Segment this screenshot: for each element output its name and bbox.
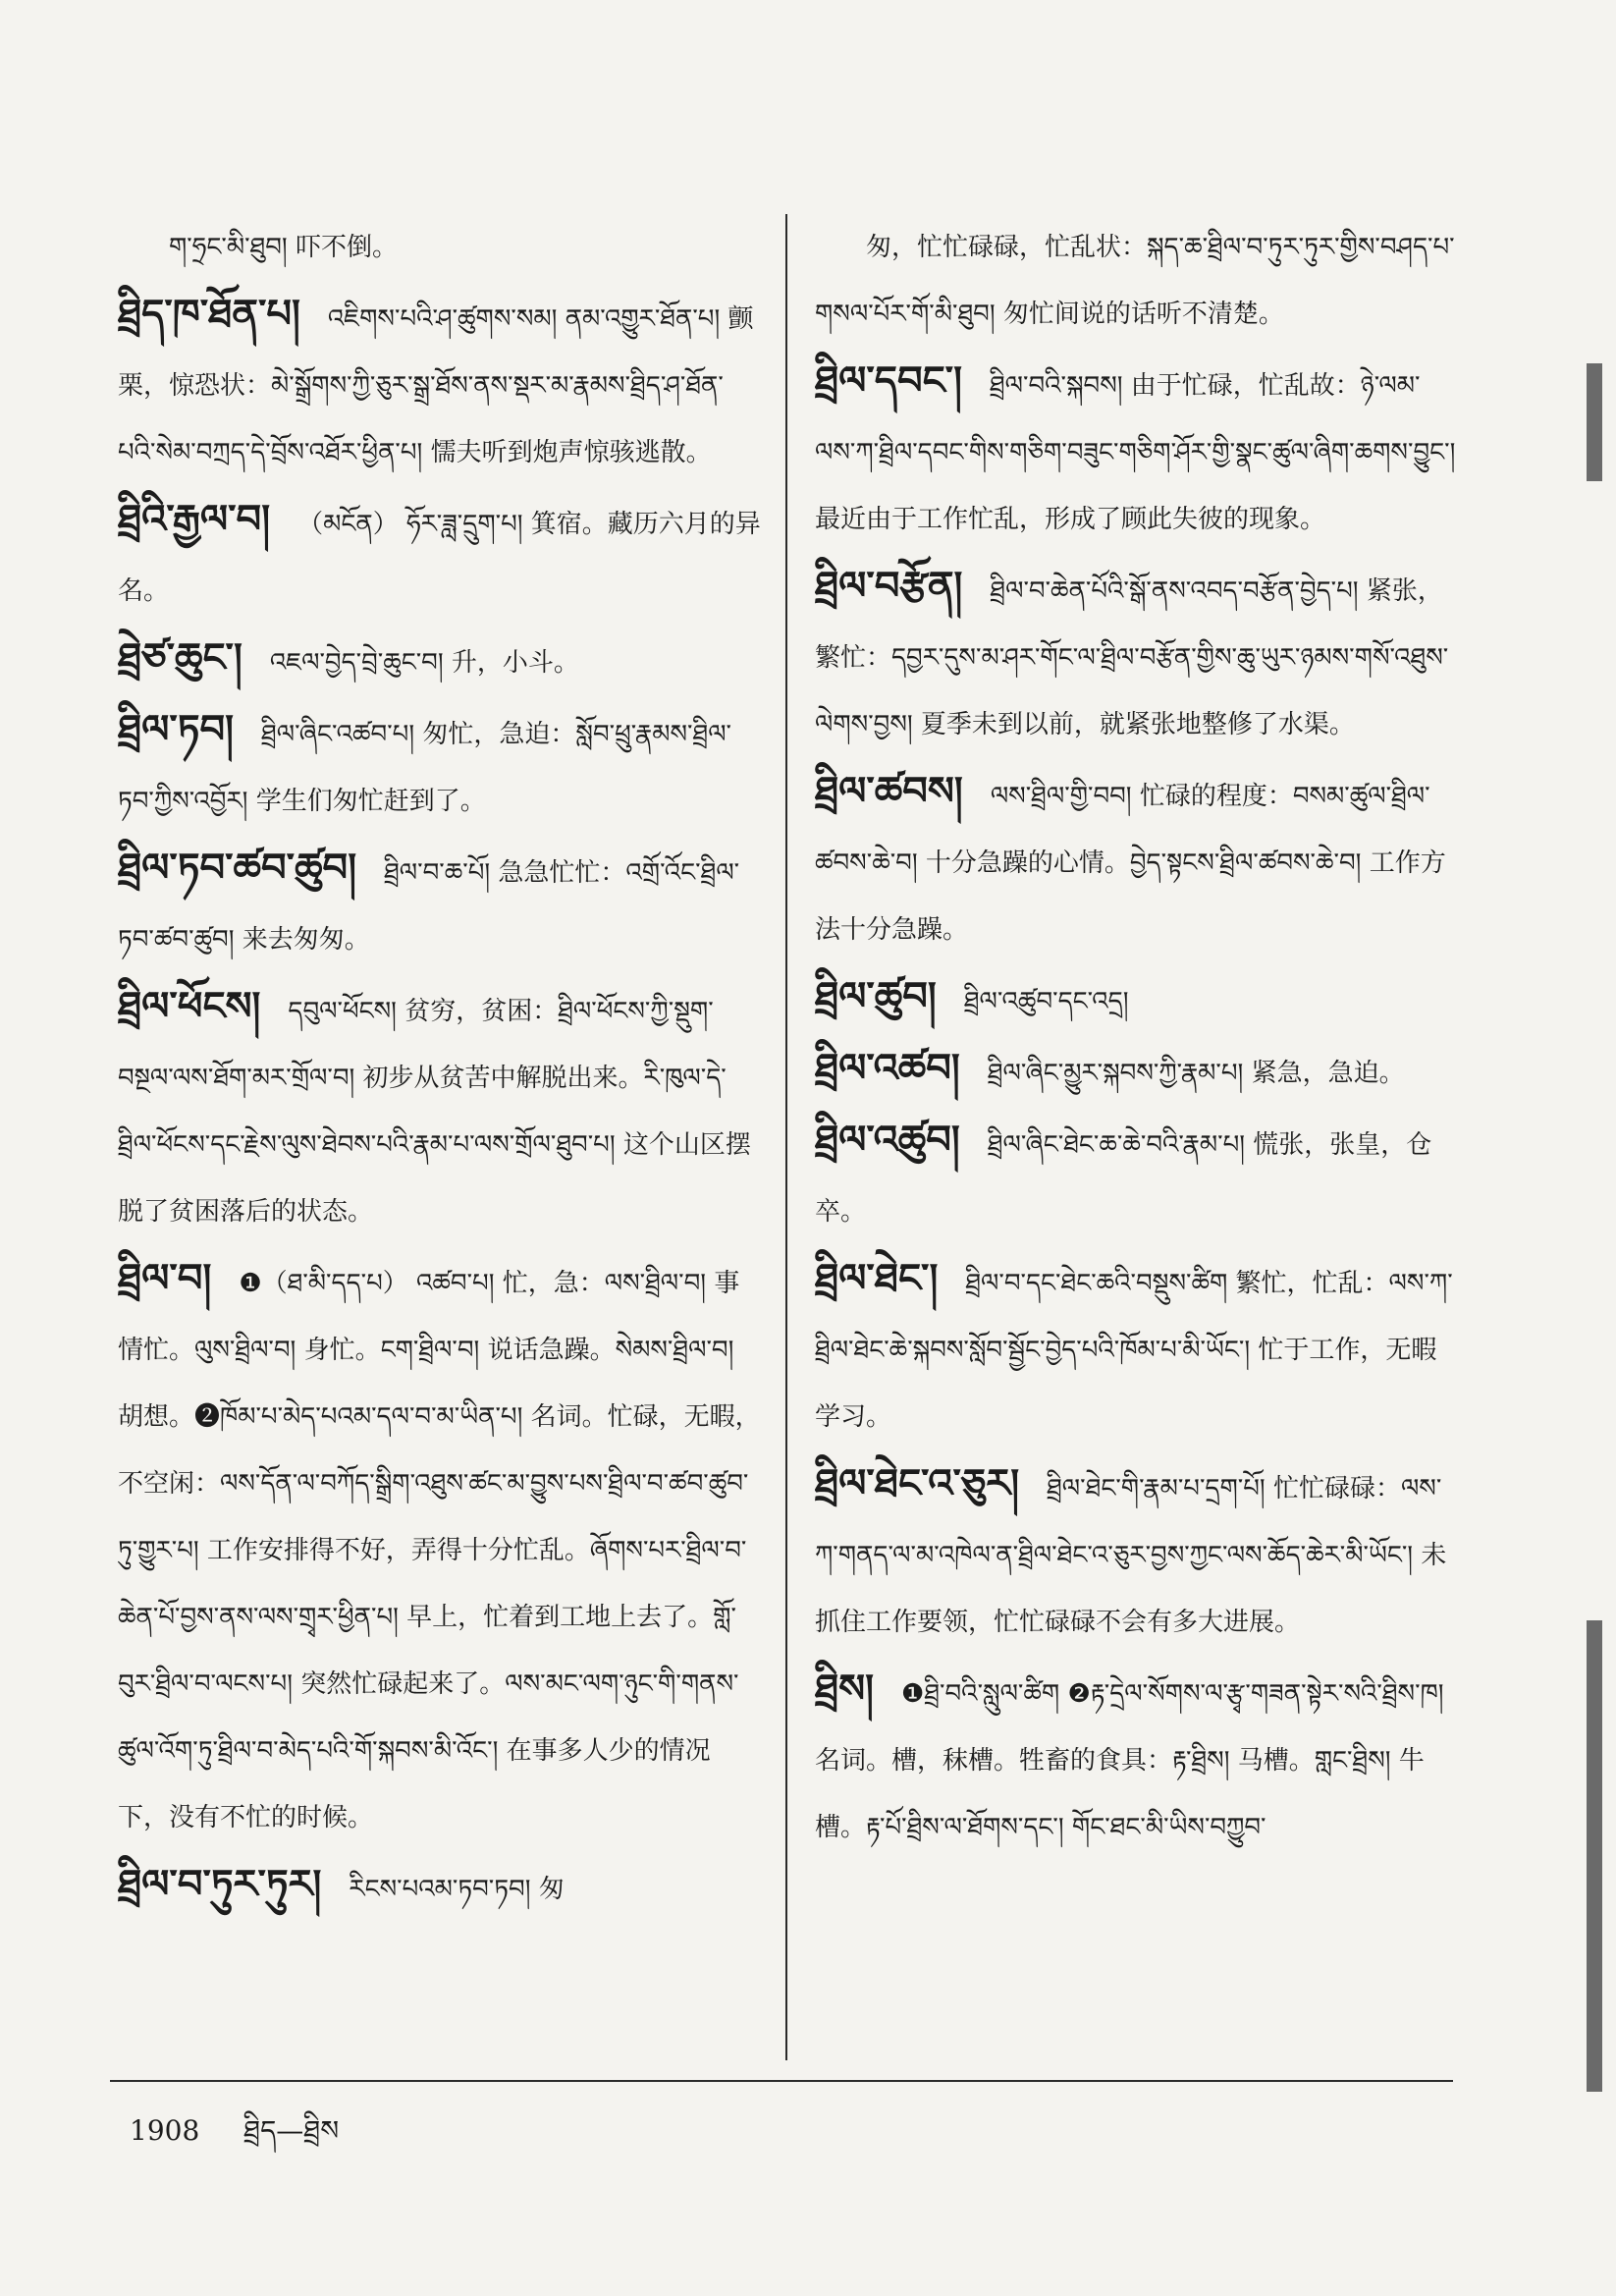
entry-definition: ཐྲིལ་ཞིང་འཚབ་པ། 匆忙，急迫：སློབ་ཕྲུ་རྣམས་ཐྲིལ་ཏབ་ཀྱིས་འབྱོར། 学生们匆忙赶到了。	[118, 720, 732, 816]
entry-headword: ཐྲིལ་ཏབ།	[118, 707, 235, 752]
entry-headword: ཐྲིལ་ཏབ་ཚབ་ཚུབ།	[118, 846, 357, 891]
dictionary-entry	[118, 696, 761, 835]
dictionary-entry	[118, 281, 761, 486]
dictionary-entry	[118, 1851, 761, 1923]
column-divider	[785, 214, 787, 2060]
entry-definition: ཐྲིལ་བ་དང་ཐེང་ཆའི་བསྡུས་ཚིག 繁忙，忙乱：ལས་ཀ་ཐྲིལ་ཐེང་ཆེ་སྐབས་སློབ་སྦྱོང་བྱེད་པའི་ཁོམ་པ་མི་ཡོང་། 忙于工作，无暇学习。	[815, 1269, 1453, 1432]
page-number: 1908	[130, 2114, 200, 2147]
entry-headword: ཐྲིལ་བ།	[118, 1256, 212, 1301]
dictionary-entry	[815, 1245, 1458, 1450]
entry-definition: ཐྲིལ་ཞིང་ཐེང་ཆ་ཆེ་བའི་རྣམ་པ། 慌张，张皇，仓卒。	[815, 1130, 1432, 1227]
dictionary-entry	[118, 973, 761, 1245]
entry-headword: ཐྲིལ་བ་ཏུར་ཏུར།	[118, 1862, 322, 1907]
dictionary-entry	[815, 348, 1458, 553]
entry-definition: （མངོན） ཧོར་ཟླ་དྲུག་པ། 箕宿。藏历六月的异名。	[118, 510, 761, 606]
entry-definition: ཐྲིལ་འཚུབ་དང་འདྲ།	[963, 987, 1129, 1016]
entry-definition: ཐྲིལ་ཞིང་མྱུར་སྐབས་ཀྱི་རྣམ་པ། 紧急，急迫。	[987, 1059, 1405, 1088]
entry-headword: ཐྲིལ་ཚབས།	[815, 769, 963, 814]
footer-rule	[110, 2080, 1453, 2082]
entry-headword: ཐྲིལ་ཕོངས།	[118, 984, 261, 1029]
entry-headword: ཐྲིའི་རྒྱལ་བ།	[118, 497, 271, 542]
dictionary-entry	[815, 1450, 1458, 1656]
dictionary-entry	[118, 486, 761, 625]
dictionary-entry	[815, 758, 1458, 963]
scan-edge-mark	[1587, 363, 1602, 481]
right-column	[815, 214, 1458, 2031]
entry-definition: ཐྲིལ་ཐེང་གི་རྣམ་པ་དྲག་པོ། 忙忙碌碌：ལས་ཀ་གནད་ལ་མ་འཁེལ་ན་ཐྲིལ་ཐེང་འ་ཅུར་བྱས་ཀྱང་ལས་ཆོད་ཆེར་མི་ཡོང་། 未抓住工作要领，忙忙碌碌不会有多大进展。	[815, 1474, 1447, 1637]
entry-headword: ཐྲིལ་ཐེང་།	[815, 1256, 939, 1301]
entry-definition: ག་ཧྲང་མི་ཐུབ། 吓不倒。	[169, 233, 398, 262]
entry-definition: རིངས་པའམ་ཏབ་ཏབ། 匆	[349, 1875, 565, 1904]
running-head: ཐྲིད—ཐྲིས	[243, 2114, 340, 2147]
entry-definition: ཐྲིལ་བའི་སྐབས། 由于忙碌，忙乱故：ཉེ་ལམ་ལས་ཀ་ཐྲིལ་དབང་གིས་གཅིག་བཟུང་གཅིག་ཤོར་གྱི་སྣང་ཚུལ་ཞིག་ཆགས་བྱུང་། 最近由于工作忙乱，形成了顾此失彼的现象。	[815, 371, 1456, 534]
dictionary-entry	[815, 1107, 1458, 1245]
entry-headword: ཐྲིལ་འཚུབ།	[815, 1118, 960, 1163]
entry-headword: ཐྲིལ་འཚབ།	[815, 1046, 960, 1091]
entry-headword: ཐྲིལ་ཚུབ།	[815, 974, 937, 1019]
dictionary-entry	[815, 553, 1458, 758]
entry-definition: ཐྲིལ་བ་ཆེན་པོའི་སྒོ་ནས་འབད་བརྩོན་བྱེད་པ། 紧张，繁忙：དབྱར་དུས་མ་ཤར་གོང་ལ་ཐྲིལ་བརྩོན་གྱིས་ཆུ་ཡུར་ཉམས་གསོ་འཐུས་ལེགས་བྱས། 夏季未到以前，就紧张地整修了水渠。	[815, 576, 1449, 739]
left-column	[118, 214, 761, 2031]
entry-headword: ཐྲིལ་བརྩོན།	[815, 564, 963, 609]
dictionary-entry	[118, 835, 761, 973]
entry-headword: ཐྲིལ་ཐེང་འ་ཅུར།	[815, 1461, 1020, 1506]
entry-definition: 匆，忙忙碌碌，忙乱状：སྐད་ཆ་ཐྲིལ་བ་ཏུར་ཏུར་གྱིས་བཤད་པ་གསལ་པོར་གོ་མི་ཐུབ། 匆忙间说的话听不清楚。	[815, 233, 1455, 329]
dictionary-entry	[815, 1035, 1458, 1107]
entry-definition: ཐྲིལ་བ་ཆ་པོ། 急急忙忙：འགྲོ་འོང་ཐྲིལ་ཏབ་ཚབ་ཚུབ། 来去匆匆。	[118, 858, 740, 955]
entry-definition: ལས་ཐྲིལ་གྱི་བབ། 忙碌的程度：བསམ་ཚུལ་ཐྲིལ་ཚབས་ཆེ་བ། 十分急躁的心情。བྱེད་སྟངས་ཐྲིལ་ཚབས་ཆེ་བ། 工作方法十分急躁。	[815, 782, 1446, 945]
entry-definition: ❶（ཐ་མི་དད་པ） འཚབ་པ། 忙，急：ལས་ཐྲིལ་བ། 事情忙。ལུས་ཐྲིལ་བ། 身忙。ངག་ཐྲིལ་བ། 说话急躁。སེམས་ཐྲིལ་བ། 胡想。❷ཁོམ་པ་མེད་པའམ་དལ་བ་མ་ཡིན་པ། 名词。忙碌，无暇，不空闲：ལས་དོན་ལ་བཀོད་སྒྲིག་འཐུས་ཚང་མ་བྱུས་པས་ཐྲིལ་བ་ཚབ་ཚུབ་ཏུ་གྱུར་པ། 工作安排得不好，弄得十分忙乱。ཞོགས་པར་ཐྲིལ་བ་ཆེན་པོ་བྱས་ནས་ལས་གྲྭར་ཕྱིན་པ། 早上，忙着到工地上去了。གློ་བུར་ཐྲིལ་བ་ལངས་པ། 突然忙碌起来了。ལས་མང་ལག་ཉུང་གི་གནས་ཚུལ་འོག་ཏུ་ཐྲིལ་བ་མེད་པའི་གོ་སྐབས་མི་འོང་། 在事多人少的情况下，没有不忙的时候。	[118, 1269, 761, 1832]
entry-definition: འཇལ་བྱེད་བྲེ་ཆུང་བ། 升，小斗。	[269, 648, 579, 678]
entry-definition: དབུལ་ཕོངས། 贫穷，贫困：ཐྲིལ་ཕོངས་ཀྱི་སྡུག་བསྔལ་ལས་ཐོག་མར་གྲོལ་བ། 初步从贫苦中解脱出来。རི་ཁུལ་དེ་ཐྲིལ་ཕོངས་དང་རྗེས་ལུས་ཐེབས་པའི་རྣམ་པ་ལས་གྲོལ་ཐུབ་པ། 这个山区摆脱了贫困落后的状态。	[118, 997, 751, 1227]
entry-headword: ཐྲིལ་དབང་།	[815, 358, 962, 404]
entry-headword: ཐྲིད་ཁ་ཐོན་པ།	[118, 292, 300, 337]
entry-headword: ཐྲིས།	[815, 1667, 875, 1712]
entry-headword: ཐྲེཙ་ཆུང་།	[118, 635, 242, 681]
entry-definition: འཇིགས་པའི་ཤ་ཚུགས་སམ། ནམ་འགྱུར་ཐོན་པ། 颤栗，惊恐状：མེ་སྒྲོགས་ཀྱི་ཅུར་སྒྲ་ཐོས་ནས་སྡར་མ་རྣམས་ཐྲིད་ཤ་ཐོན་པའི་སེམ་བཀྲད་དེ་བྲོས་འཐོར་ཕྱིན་པ། 懦夫听到炮声惊骇逃散。	[118, 304, 754, 467]
dictionary-entry	[815, 214, 1458, 348]
entry-definition: ❶ཐྲི་བའི་སླུལ་ཚིག ❷རྟ་དྲེལ་སོགས་ལ་རྩྭ་གཟན་སྟེར་སའི་ཐྲིས་ཁ། 名词。槽，秣槽。牲畜的食具：རྟ་ཐྲིས། 马槽。གླང་ཐྲིས། 牛槽。རྟ་པོ་ཐྲིས་ལ་ཐོགས་དང་། གོང་ཐང་མི་ཡིས་བཀྱུབ་	[815, 1679, 1444, 1842]
dictionary-entry	[118, 214, 761, 281]
dictionary-entry	[815, 1656, 1458, 1861]
page-footer	[130, 2100, 374, 2177]
dictionary-entry	[118, 1245, 761, 1851]
scan-edge-mark	[1587, 1620, 1602, 2092]
dictionary-entry	[118, 625, 761, 696]
dictionary-entry	[815, 963, 1458, 1035]
